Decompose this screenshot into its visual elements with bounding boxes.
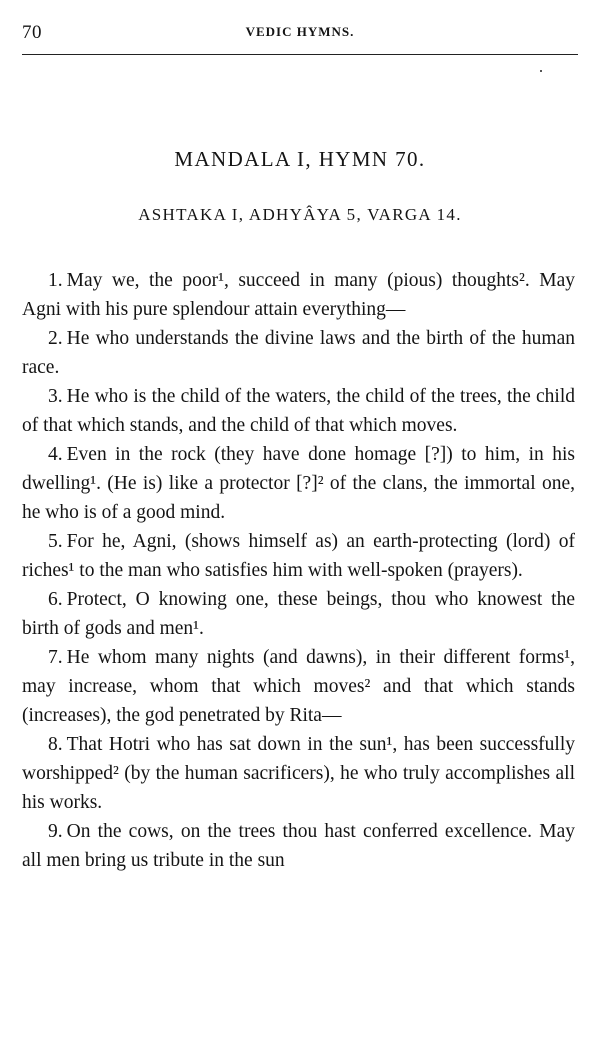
header-rule (22, 54, 578, 55)
verse-text: He who is the child of the waters, the child of the trees, the child of that which stands, and the child of that which moves. (22, 386, 575, 436)
verse-text: For he, Agni, (shows himself as) an earth-protecting (lord) of riches¹ to the man who satisfies him with well-spoken (prayers). (22, 531, 575, 581)
verse-text: Even in the rock (they have done homage [?]) to him, in his dwelling¹. (He is) like a protector [?]² of the clans, the immortal one, he who is of a good mind. (22, 444, 575, 523)
page-number: 70 (22, 22, 42, 43)
verse-text: Protect, O knowing one, these beings, thou who knowest the birth of gods and men¹. (22, 589, 575, 639)
verse-text: That Hotri who has sat down in the sun¹, has been successfully worshipped² (by the human sacrificers), he who truly accomplishes all his works. (22, 734, 575, 813)
verse-list (22, 266, 575, 875)
verse-3 (22, 382, 575, 440)
running-head (22, 18, 578, 46)
verse-number: 8. (48, 734, 63, 755)
verse-number: 6. (48, 589, 63, 610)
verse-1 (22, 266, 575, 324)
verse-2 (22, 324, 575, 382)
verse-number: 2. (48, 328, 63, 349)
verse-4 (22, 440, 575, 527)
verse-number: 4. (48, 444, 63, 465)
running-title: VEDIC HYMNS. (245, 24, 355, 39)
print-speck (540, 70, 542, 72)
verse-7 (22, 643, 575, 730)
verse-text: He who understands the divine laws and the birth of the human race. (22, 328, 575, 378)
verse-number: 9. (48, 821, 63, 842)
verse-text: On the cows, on the trees thou hast conferred excellence. May all men bring us tribute in the sun (22, 821, 575, 871)
verse-9 (22, 817, 575, 875)
verse-5 (22, 527, 575, 585)
verse-8 (22, 730, 575, 817)
verse-number: 3. (48, 386, 63, 407)
verse-number: 5. (48, 531, 63, 552)
verse-text: He whom many nights (and dawns), in their different forms¹, may increase, whom that which moves² and that which stands (increases), the god penetrated by Rita— (22, 647, 575, 726)
hymn-title: MANDALA I, HYMN 70. (174, 147, 426, 171)
verse-text: May we, the poor¹, succeed in many (pious) thoughts². May Agni with his pure splendour attain everything— (22, 270, 575, 320)
verse-6 (22, 585, 575, 643)
verse-number: 1. (48, 270, 63, 291)
verse-number: 7. (48, 647, 63, 668)
hymn-subtitle: ASHTAKA I, ADHYÂYA 5, VARGA 14. (138, 205, 462, 224)
